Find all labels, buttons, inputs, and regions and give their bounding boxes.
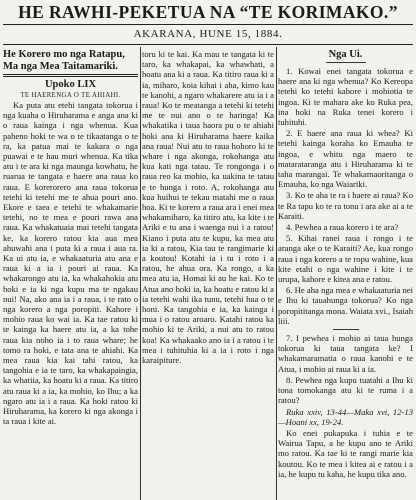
date-rule [3, 44, 413, 45]
column-divider-2 [276, 47, 277, 500]
column-3-tail: Ko enei pukapuka i tuhia e te Wairua Tapu, a he kupu ano te Ariki mo ratou. Ka tae ki te rangi marie kia koutou. Ko te mea i kitea ai e ratou i a ia, he kupu tu kaha, he kupu tika ano. [278, 427, 413, 479]
lesson-text: Ka puta atu etehi tangata tokorua i nga kuaha o Hiruharama e anga ana ki o raua kainga i nga whenua. Kua paheno hoki te wa o te tikaatanga o te ra, ka patua mai te kakara o nga puawai e te hau muri whenua. Ka tika atu i te ara ki nga maunga kowhatu, he ruarua te tangata e haere ana raua ko raua. E korerorero ana raua tokorua tetehi ki tetehi me te ahua pouri ano. Ekore e taea e tetehi te whakamarie tetehi, no te mea e pouri rawa ana raua. Ka whakatuaia mai tetehi tangata ke, ka korero ratou kia aua mea ahuwahi ana i puta ki a raua i aua ra. Ka ui atu ia, e whakaaturia atu ana e raua ki a ia i pouri ai raua. Ka whakarongo atu ia, ka whakahokia atu hoki e ia ki nga kupu ma te ngakau nui! Na, ako ana ia i a raua, i te rato o nga korero a nga poropiti. Kahore i mohio raua ko wai ia. Ka tae ratou ki te kainga ka haere atu ia, a ka tohe raua kia noho ia i to raua whare; he tomo ra hoki, e tata ana te ahiahi. Ka mea raua kia kai tahi ratou, ka tangohia e ia te taro, ka whakapaingia, ka whatiia, ka hoatu ki a raua. Ka titiro atu raua ki a ia, ka mohio, ko Ihu; a ka ngaro atu ia i a raua. Ka hoki ratou ki Hiruharama, ka korero ki nga akonga i ta raua i kite ai. [3, 100, 138, 427]
question-item: 2. E haere ana raua ki whea? Ki tetehi kainga koraha ko Emauha te ingoa, e whitu nga maero te matarataranga atu i Hiruharama ki te taha marangai. Te whakamaoritanga o Emauha, ko nga Waiariki. [278, 128, 413, 190]
question-item: 6. He aha nga mea e whakaaturia nei e Ihu ki tauahunga tokorua? Ko nga poropititanga mona. Waiata xvi., Isaiah liii. [278, 285, 413, 326]
question-item: 8. Pewhea nga kupu tuatahi a Ihu ki tona tomokanga atu ki te ruma i a ratou? [278, 374, 413, 406]
question-item: 7. I pewhea i mohio ai taua hunga tokorua ki taua tangata ke? I whakamaramatia o raua kanohi e te Atua, i mohio ai raua ki a ia. [278, 333, 413, 374]
column-3 [278, 49, 413, 500]
column-divider-1 [140, 47, 141, 500]
masthead-title: HE RAWHI-PEKETUA NA “TE KORIMAKO.” [18, 2, 398, 22]
question-item: 1. Kowai enei tangata tokorua e haere ana ki nga whenua? Ko Kereopa tetehi ko tetehi kahore i mohiotia te ingoa. Ki te mahara ake ko Ruka pea, ina hoki na Ruka tenei korero i tuhituhi. [278, 66, 413, 128]
section-heading: He Korero mo nga Ratapu, Ma nga Mea Taitamariki. [3, 49, 125, 72]
questions-list [278, 66, 413, 406]
top-rule [3, 24, 413, 25]
scripture-references: Ruka xxiv, 13-44—Maka xvi, 12-13—Hoani xx, 19-24. [278, 406, 413, 427]
lesson-title: Upoko LIX [44, 79, 97, 90]
questions-rule [326, 62, 366, 63]
masthead-date: AKARANA, HUNE 15, 1884. [133, 28, 283, 40]
heading-rule [3, 74, 138, 77]
column-2 [142, 49, 274, 500]
question-item: 4. Pewhea a raua korero i te ara? [286, 222, 399, 233]
questions-heading: Nga Ui. [328, 49, 363, 60]
question-item: 5. Kihai ranei raua i rongo i te aranga ake o te Karaiti? Ae, kua rongo raua i nga korero a te ropu wahine, kua kite etahi o nga wahine i kite i te urupa, kahore e kitea ana e ratou. [278, 233, 413, 285]
column-2-text: toru ki te kai. Ka mau te tangata ki te taro, ka whakapai, ka whawhati, a hoatu ana ki a raua. Ka titiro raua ki a ia, miharo, koia kihai i aha, kimo kau te kanohi, a ngaro whakarere atu ia i a raua! Ko te meatanga a tetehi ki tetehi me te nui ano o te haringa! Ka whakatika i taua haora pu o te ahiahi hoki ana ki Hiruharama haere kaika ana raua! Nui atu to raua hohoro ki te whare i nga akonga, rokohanga atu kua kati nga tatau. Te rongonga i o raua reo ka mohio, ka uakina te tatau e te hunga i roto. A, rokohanga atu kua huihui te tekau matahi me o raua hoa. Ki te korero a raua ara i enei mea whakamiharo, ka titiro atu, ka kite i te Ariki e tu ana i waenga nui i a ratou! Kiano i puta atu te kupu, ka mea atu ia ki a ratou, Kia tau te rangimarie ki a koutou! Kotahi ia i tu i roto i a ratou, he ahua ora. Ka rongo, a ka mea atu ia, Homai ki au he kai. Ko te Atua ano hoki ia, ka hoatu e ratou ki a ia tetehi wahi ika tunu, tetehi hua o te honi. Ka tangohia e ia, ka kainga i mua i o ratou aroaro. Katahi ratou ka mohio ki te Ariki, a nui atu to ratou koa! Ka whakaako ano ia i a ratou i te mea i tuhituhia ki a ia i roto i nga karaipiture. [142, 49, 274, 366]
separator-rule [333, 329, 359, 330]
column-1 [3, 49, 138, 500]
question-item: 3. Ko te aha te ra i haere ai raua? Ko te Ra tapu ko te ra tonu i ara ake ai a te Karaiti. [278, 190, 413, 221]
lesson-subtitle: TE HAERENGA O TE AHIAHI. [20, 92, 121, 99]
